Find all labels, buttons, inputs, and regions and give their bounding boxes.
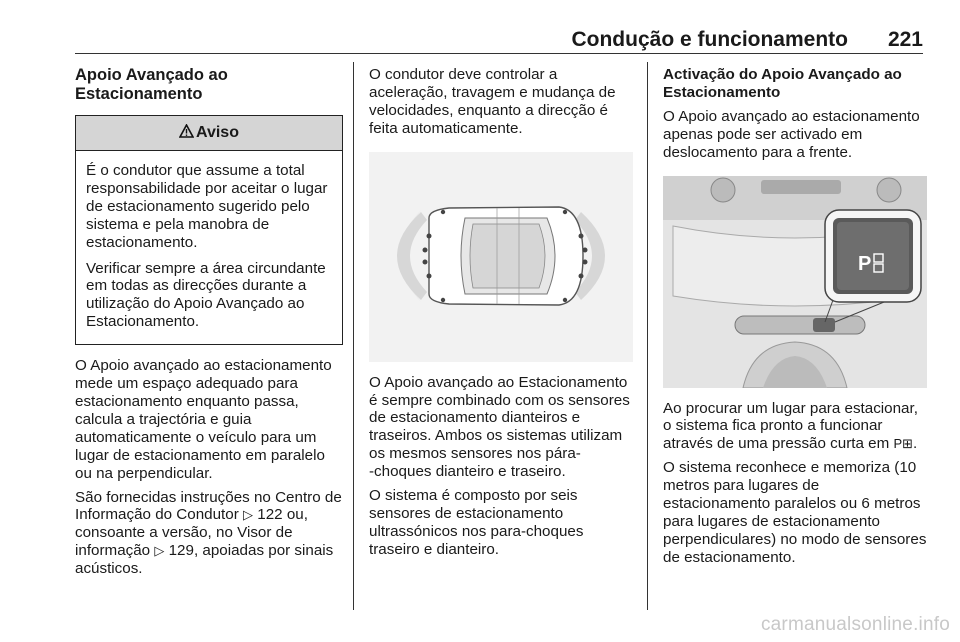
reference-arrow-icon: ▷ bbox=[243, 507, 254, 523]
body-paragraph: O sistema reconhece e memoriza (10 metros para lugares de estacionamento paralelos ou 6 metros para lugares de estacionamento perpendiculares) no modo de sensores de estacionamento. bbox=[663, 459, 927, 566]
column-1 bbox=[75, 66, 343, 584]
reference-arrow-icon: ▷ bbox=[154, 543, 165, 559]
article-title: Apoio Avançado ao Estacionamento bbox=[75, 66, 228, 103]
parking-button-label: P bbox=[858, 252, 872, 275]
body-paragraph: O sistema é composto por seis sensores de estacionamento ultrassónicos nos para-choques traseiro e dianteiro. bbox=[369, 487, 584, 558]
body-paragraph: O Apoio avançado ao Estacionamento é sempre combinado com os sensores de estacionamento dianteiros e traseiros. Ambos os sistemas utilizam os mesmos sensores nos pára- -choques dianteiro e traseiro. bbox=[369, 373, 630, 481]
warning-label: Aviso bbox=[196, 124, 239, 142]
body-paragraph: O Apoio avançado ao estacionamento apenas pode ser activado em deslocamento para a frente. bbox=[663, 107, 920, 161]
warning-body bbox=[76, 151, 342, 344]
body-paragraph: O condutor deve controlar a aceleração, travagem e mudança de velocidades, enquanto a direcção é feita automaticamente. bbox=[369, 66, 616, 137]
subsection-title: Activação do Apoio Avançado ao Estacionamento bbox=[663, 66, 902, 101]
page-reference[interactable]: 122 bbox=[257, 506, 283, 524]
column-2 bbox=[369, 66, 635, 565]
warning-box bbox=[75, 115, 343, 345]
warning-paragraph: Verificar sempre a área circundante em todas as direcções durante a utilização do Apoio Avançado ao Estacionamento. bbox=[86, 259, 326, 331]
column-divider bbox=[353, 62, 354, 610]
body-paragraph: São fornecidas instruções no Centro de Informação do Condutor ▷ 122 ou, consoante a versão, no Visor de informação ▷ 129, apoiadas por sinais acústicos. bbox=[75, 488, 342, 578]
body-paragraph: Ao procurar um lugar para estacionar, o sistema fica pronto a funcionar através de uma pressão curta em P⊞. bbox=[663, 399, 918, 453]
column-3 bbox=[663, 66, 928, 573]
section-title: Condução e funcionamento bbox=[571, 28, 848, 51]
page-reference[interactable]: 129 bbox=[168, 542, 194, 560]
header-rule bbox=[75, 53, 923, 54]
dashboard-button-illustration bbox=[663, 176, 927, 388]
warning-paragraph: É o condutor que assume a total responsabilidade por aceitar o lugar de estacionamento sugerido pelo sistema e pela manobra de estacionamento. bbox=[86, 162, 328, 251]
warning-triangle-icon bbox=[179, 124, 194, 142]
parking-assist-icon: P⊞ bbox=[893, 436, 914, 452]
page-header bbox=[0, 0, 960, 52]
warning-header bbox=[76, 116, 342, 151]
car-sensor-illustration bbox=[369, 152, 633, 362]
body-paragraph: O Apoio avançado ao estacionamento mede um espaço adequado para estacionamento enquanto passa, calcula a trajectória e guia automaticamente o veículo para um lugar de estacionamento em paralelo ou na perpendicular. bbox=[75, 357, 332, 482]
page-number: 221 bbox=[887, 28, 923, 51]
watermark: carmanualsonline.info bbox=[760, 614, 950, 635]
column-divider bbox=[647, 62, 648, 610]
